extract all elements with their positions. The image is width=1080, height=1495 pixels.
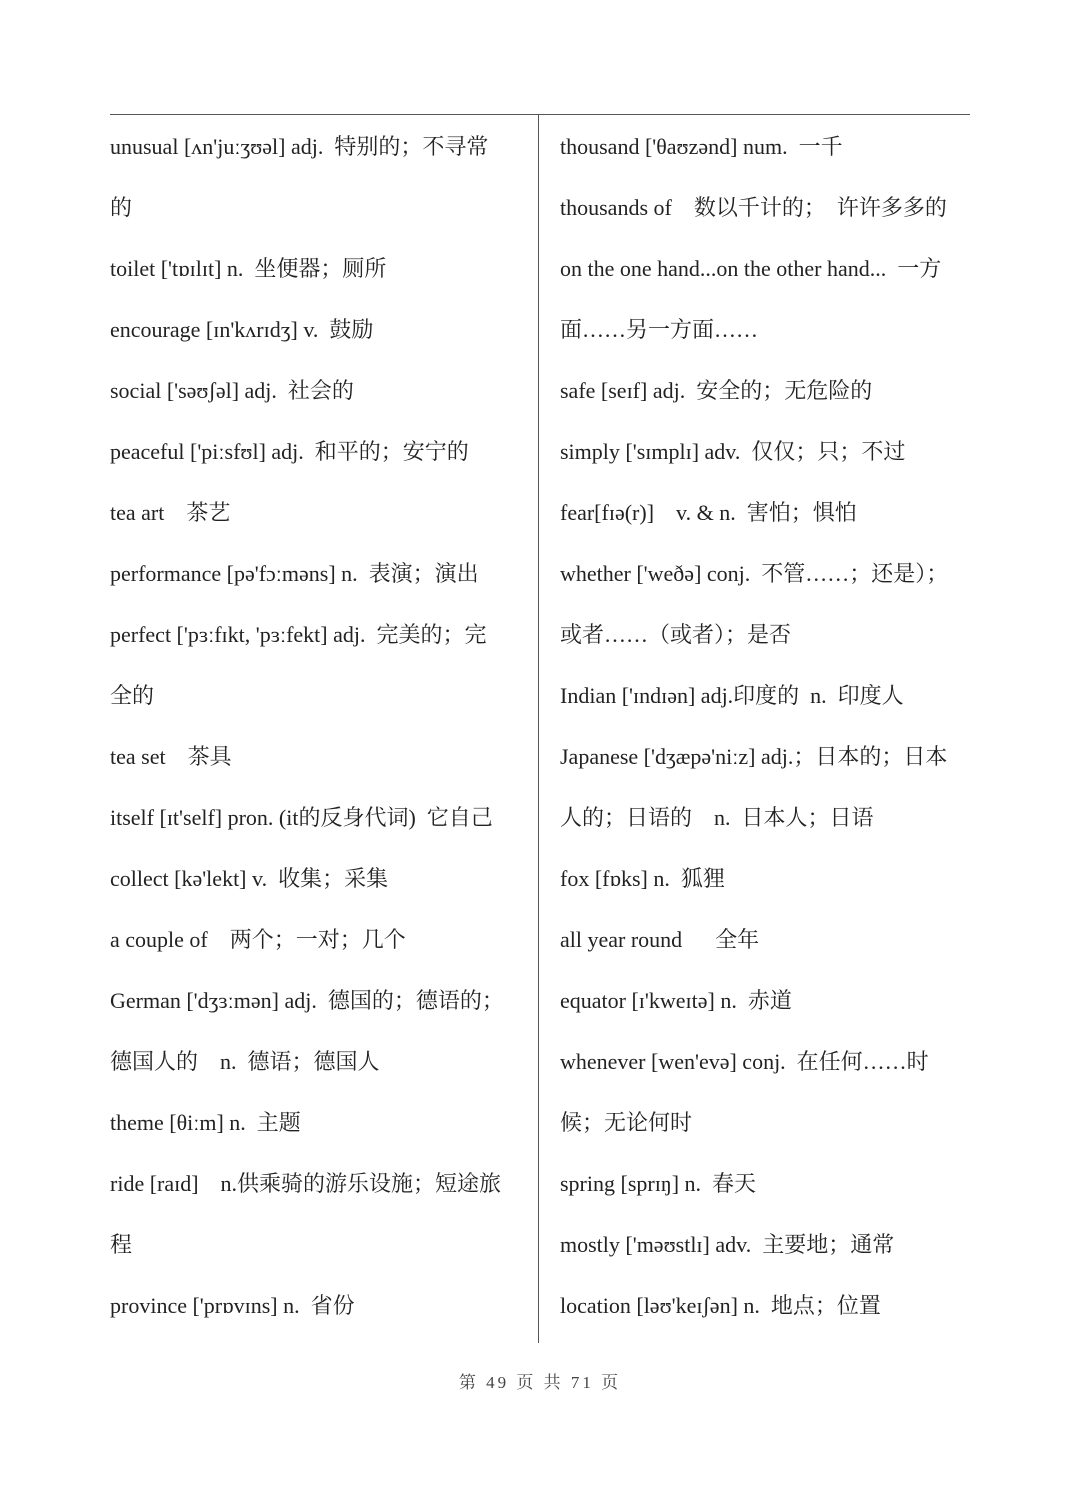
left-line: province ['prɒvɪns] n. 省份 [110, 1293, 355, 1318]
right-line: fear[fɪə(r)] v. & n. 害怕；惧怕 [560, 500, 857, 525]
right-line: 候；无论何时 [560, 1110, 693, 1135]
top-rule [110, 114, 970, 115]
left-line: unusual [ʌn'juːʒʊəl] adj. 特别的；不寻常 [110, 134, 489, 159]
left-line: encourage [ɪn'kʌrɪdʒ] v. 鼓励 [110, 317, 374, 342]
left-line: toilet ['tɒɪlɪt] n. 坐便器；厕所 [110, 256, 387, 281]
right-line: Japanese ['dʒæpə'niːz] adj.；日本的；日本 [560, 744, 948, 769]
right-line: simply ['sɪmplɪ] adv. 仅仅；只；不过 [560, 439, 906, 464]
right-column [560, 118, 972, 1338]
left-line: ride [raɪd] n.供乘骑的游乐设施；短途旅 [110, 1171, 502, 1196]
left-line: social ['səʊʃəl] adj. 社会的 [110, 378, 354, 403]
right-line: 面……另一方面…… [560, 317, 759, 342]
right-line: 或者……（或者）；是否 [560, 622, 792, 647]
left-line: German ['dʒɜːmən] adj. 德国的；德语的； [110, 988, 504, 1013]
left-line: theme [θiːm] n. 主题 [110, 1110, 301, 1135]
column-divider [538, 115, 539, 1343]
right-line: equator [ɪ'kweɪtə] n. 赤道 [560, 988, 792, 1013]
left-line: tea art 茶艺 [110, 500, 231, 525]
left-line: perfect ['pɜːfɪkt, 'pɜːfekt] adj. 完美的；完 [110, 622, 487, 647]
left-line: collect [kə'lekt] v. 收集；采集 [110, 866, 389, 891]
left-column [110, 118, 528, 1338]
left-line: peaceful ['piːsfʊl] adj. 和平的；安宁的 [110, 439, 469, 464]
left-line: a couple of 两个；一对；几个 [110, 927, 406, 952]
right-line: all year round 全年 [560, 927, 760, 952]
left-line: 全的 [110, 683, 155, 708]
right-line: safe [seɪf] adj. 安全的；无危险的 [560, 378, 873, 403]
left-line: 的 [110, 195, 133, 220]
left-line: tea set 茶具 [110, 744, 232, 769]
page-footer: 第 49 页 共 71 页 [458, 1373, 622, 1392]
right-line: location [ləʊ'keɪʃən] n. 地点；位置 [560, 1293, 881, 1318]
left-line: itself [ɪt'self] pron. (it的反身代词) 它自己 [110, 805, 493, 830]
right-line: spring [sprɪŋ] n. 春天 [560, 1171, 757, 1196]
right-line: 人的；日语的 n. 日本人；日语 [560, 805, 874, 830]
right-line: whether ['weðə] conj. 不管……；还是）； [560, 561, 949, 586]
right-line: fox [fɒks] n. 狐狸 [560, 866, 725, 891]
right-line: Indian ['ɪndɪən] adj.印度的 n. 印度人 [560, 683, 904, 708]
right-line: thousand ['θaʊzənd] num. 一千 [560, 134, 843, 159]
left-line: 德国人的 n. 德语；德国人 [110, 1049, 380, 1074]
left-line: performance [pə'fɔːməns] n. 表演；演出 [110, 561, 479, 586]
right-line: whenever [wen'evə] conj. 在任何……时 [560, 1049, 929, 1074]
left-line: 程 [110, 1232, 133, 1257]
right-line: thousands of 数以千计的； 许许多多的 [560, 195, 947, 220]
right-line: on the one hand...on the other hand... 一方 [560, 256, 942, 281]
right-line: mostly ['məʊstlɪ] adv. 主要地；通常 [560, 1232, 895, 1257]
